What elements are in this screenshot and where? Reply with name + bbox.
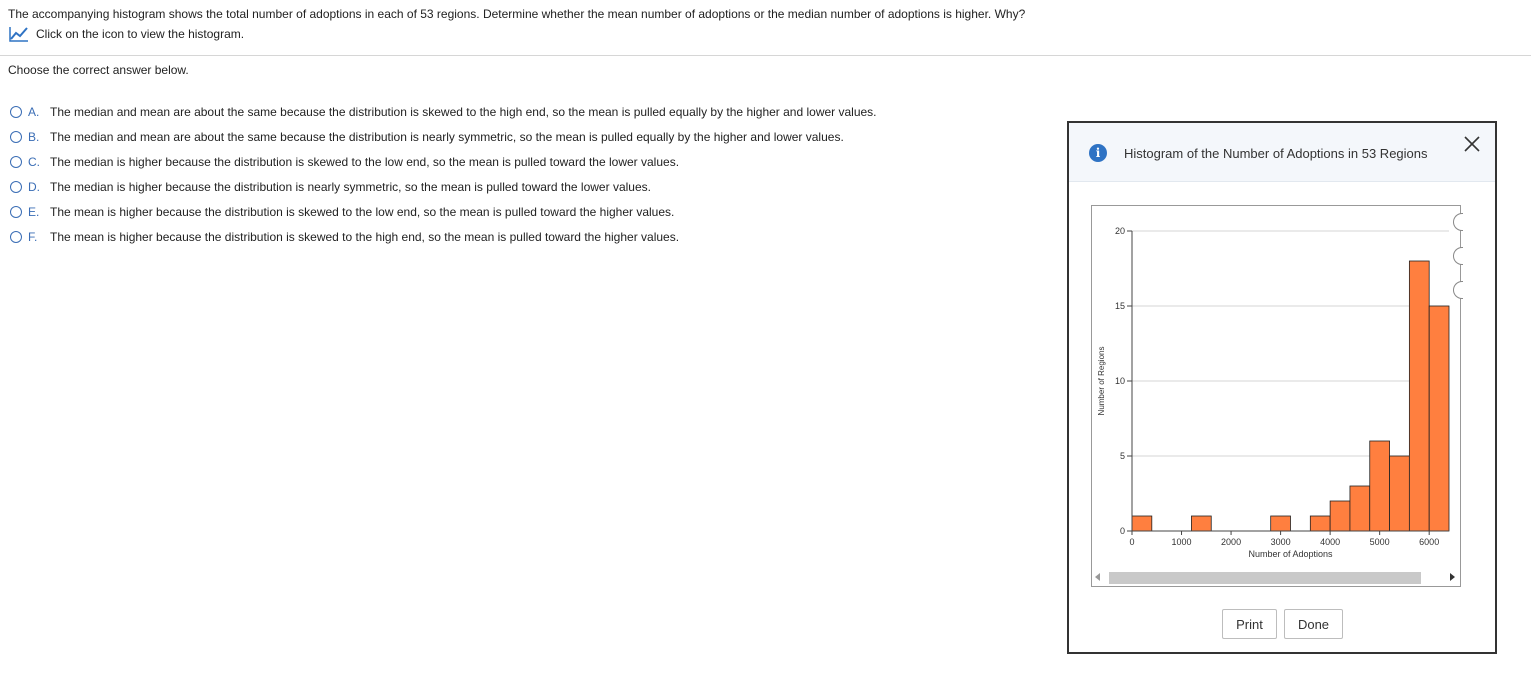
dialog-header <box>1069 123 1495 182</box>
expand-icon[interactable] <box>1453 281 1463 299</box>
option-letter[interactable]: E. <box>28 204 40 219</box>
option-letter[interactable]: F. <box>28 229 38 244</box>
option-text[interactable]: The median and mean are about the same because the distribution is skewed to the high end, so the mean is pulled equally by the higher and lower values. <box>50 104 877 119</box>
scroll-right-arrow-icon[interactable] <box>1450 573 1455 581</box>
y-axis-label: Number of Regions <box>1097 346 1106 416</box>
histogram-link-text[interactable]: Click on the icon to view the histogram. <box>36 27 245 41</box>
option-letter[interactable]: B. <box>28 129 40 144</box>
histogram-link[interactable] <box>8 25 244 43</box>
x-tick-label: 6000 <box>1419 537 1440 547</box>
scroll-left-arrow-icon[interactable] <box>1095 573 1100 581</box>
chart-tools <box>1453 213 1463 315</box>
chart-icon[interactable] <box>8 25 30 43</box>
option-letter[interactable]: D. <box>28 179 40 194</box>
y-tick-label: 10 <box>1114 376 1125 386</box>
question-text: The accompanying histogram shows the total number of adoptions in each of 53 regions. Determine whether the mean number of adoptions or the median number of adoptions is higher. Why? <box>8 7 1026 21</box>
x-tick-label: 0 <box>1129 537 1135 547</box>
radio-button[interactable] <box>10 106 22 118</box>
histogram-bar <box>1350 486 1370 531</box>
histogram-bar <box>1132 516 1152 531</box>
radio-button[interactable] <box>10 156 22 168</box>
histogram-chart <box>1092 206 1460 559</box>
close-icon[interactable] <box>1461 133 1483 155</box>
histogram-dialog <box>1067 121 1497 654</box>
scroll-thumb[interactable] <box>1109 572 1421 584</box>
horizontal-scrollbar[interactable] <box>1091 570 1461 585</box>
radio-button[interactable] <box>10 231 22 243</box>
histogram-bar <box>1330 501 1350 531</box>
dialog-title: Histogram of the Number of Adoptions in 53 Regions <box>1124 146 1428 161</box>
chart-container <box>1091 205 1461 587</box>
option-d[interactable] <box>8 174 877 199</box>
histogram-bar <box>1390 456 1410 531</box>
x-tick-label: 5000 <box>1369 537 1390 547</box>
option-text[interactable]: The mean is higher because the distribution is skewed to the high end, so the mean is pulled toward the higher values. <box>50 229 680 244</box>
radio-button[interactable] <box>10 131 22 143</box>
histogram-bar <box>1191 516 1211 531</box>
radio-button[interactable] <box>10 181 22 193</box>
x-tick-label: 1000 <box>1171 537 1192 547</box>
option-text[interactable]: The median is higher because the distribution is skewed to the low end, so the mean is pulled toward the lower values. <box>50 154 680 169</box>
divider <box>0 55 1531 56</box>
radio-button[interactable] <box>10 206 22 218</box>
zoom-out-icon[interactable] <box>1453 247 1463 265</box>
x-tick-label: 4000 <box>1320 537 1341 547</box>
option-c[interactable] <box>8 149 877 174</box>
y-tick-label: 15 <box>1114 301 1125 311</box>
x-tick-label: 2000 <box>1221 537 1242 547</box>
option-letter[interactable]: C. <box>28 154 40 169</box>
print-button[interactable]: Print <box>1222 609 1277 639</box>
answer-options <box>8 99 877 249</box>
histogram-bar <box>1429 306 1449 531</box>
histogram-bar <box>1271 516 1291 531</box>
x-axis-label: Number of Adoptions <box>1248 549 1333 559</box>
option-text[interactable]: The median is higher because the distribution is nearly symmetric, so the mean is pulled toward the lower values. <box>50 179 651 194</box>
instruction-text: Choose the correct answer below. <box>8 63 189 77</box>
x-tick-label: 3000 <box>1270 537 1291 547</box>
info-icon: i <box>1089 144 1107 162</box>
option-text[interactable]: The mean is higher because the distribution is skewed to the low end, so the mean is pulled toward the higher values. <box>50 204 675 219</box>
y-tick-label: 0 <box>1119 526 1125 536</box>
option-letter[interactable]: A. <box>28 104 40 119</box>
y-tick-label: 20 <box>1114 226 1125 236</box>
option-text[interactable]: The median and mean are about the same because the distribution is nearly symmetric, so the mean is pulled equally by the higher and lower values. <box>50 129 844 144</box>
histogram-bar <box>1409 261 1429 531</box>
option-b[interactable] <box>8 124 877 149</box>
histogram-bar <box>1370 441 1390 531</box>
option-e[interactable] <box>8 199 877 224</box>
histogram-bar <box>1310 516 1330 531</box>
done-button[interactable]: Done <box>1284 609 1343 639</box>
zoom-in-icon[interactable] <box>1453 213 1463 231</box>
y-tick-label: 5 <box>1119 451 1125 461</box>
option-f[interactable] <box>8 224 877 249</box>
option-a[interactable] <box>8 99 877 124</box>
